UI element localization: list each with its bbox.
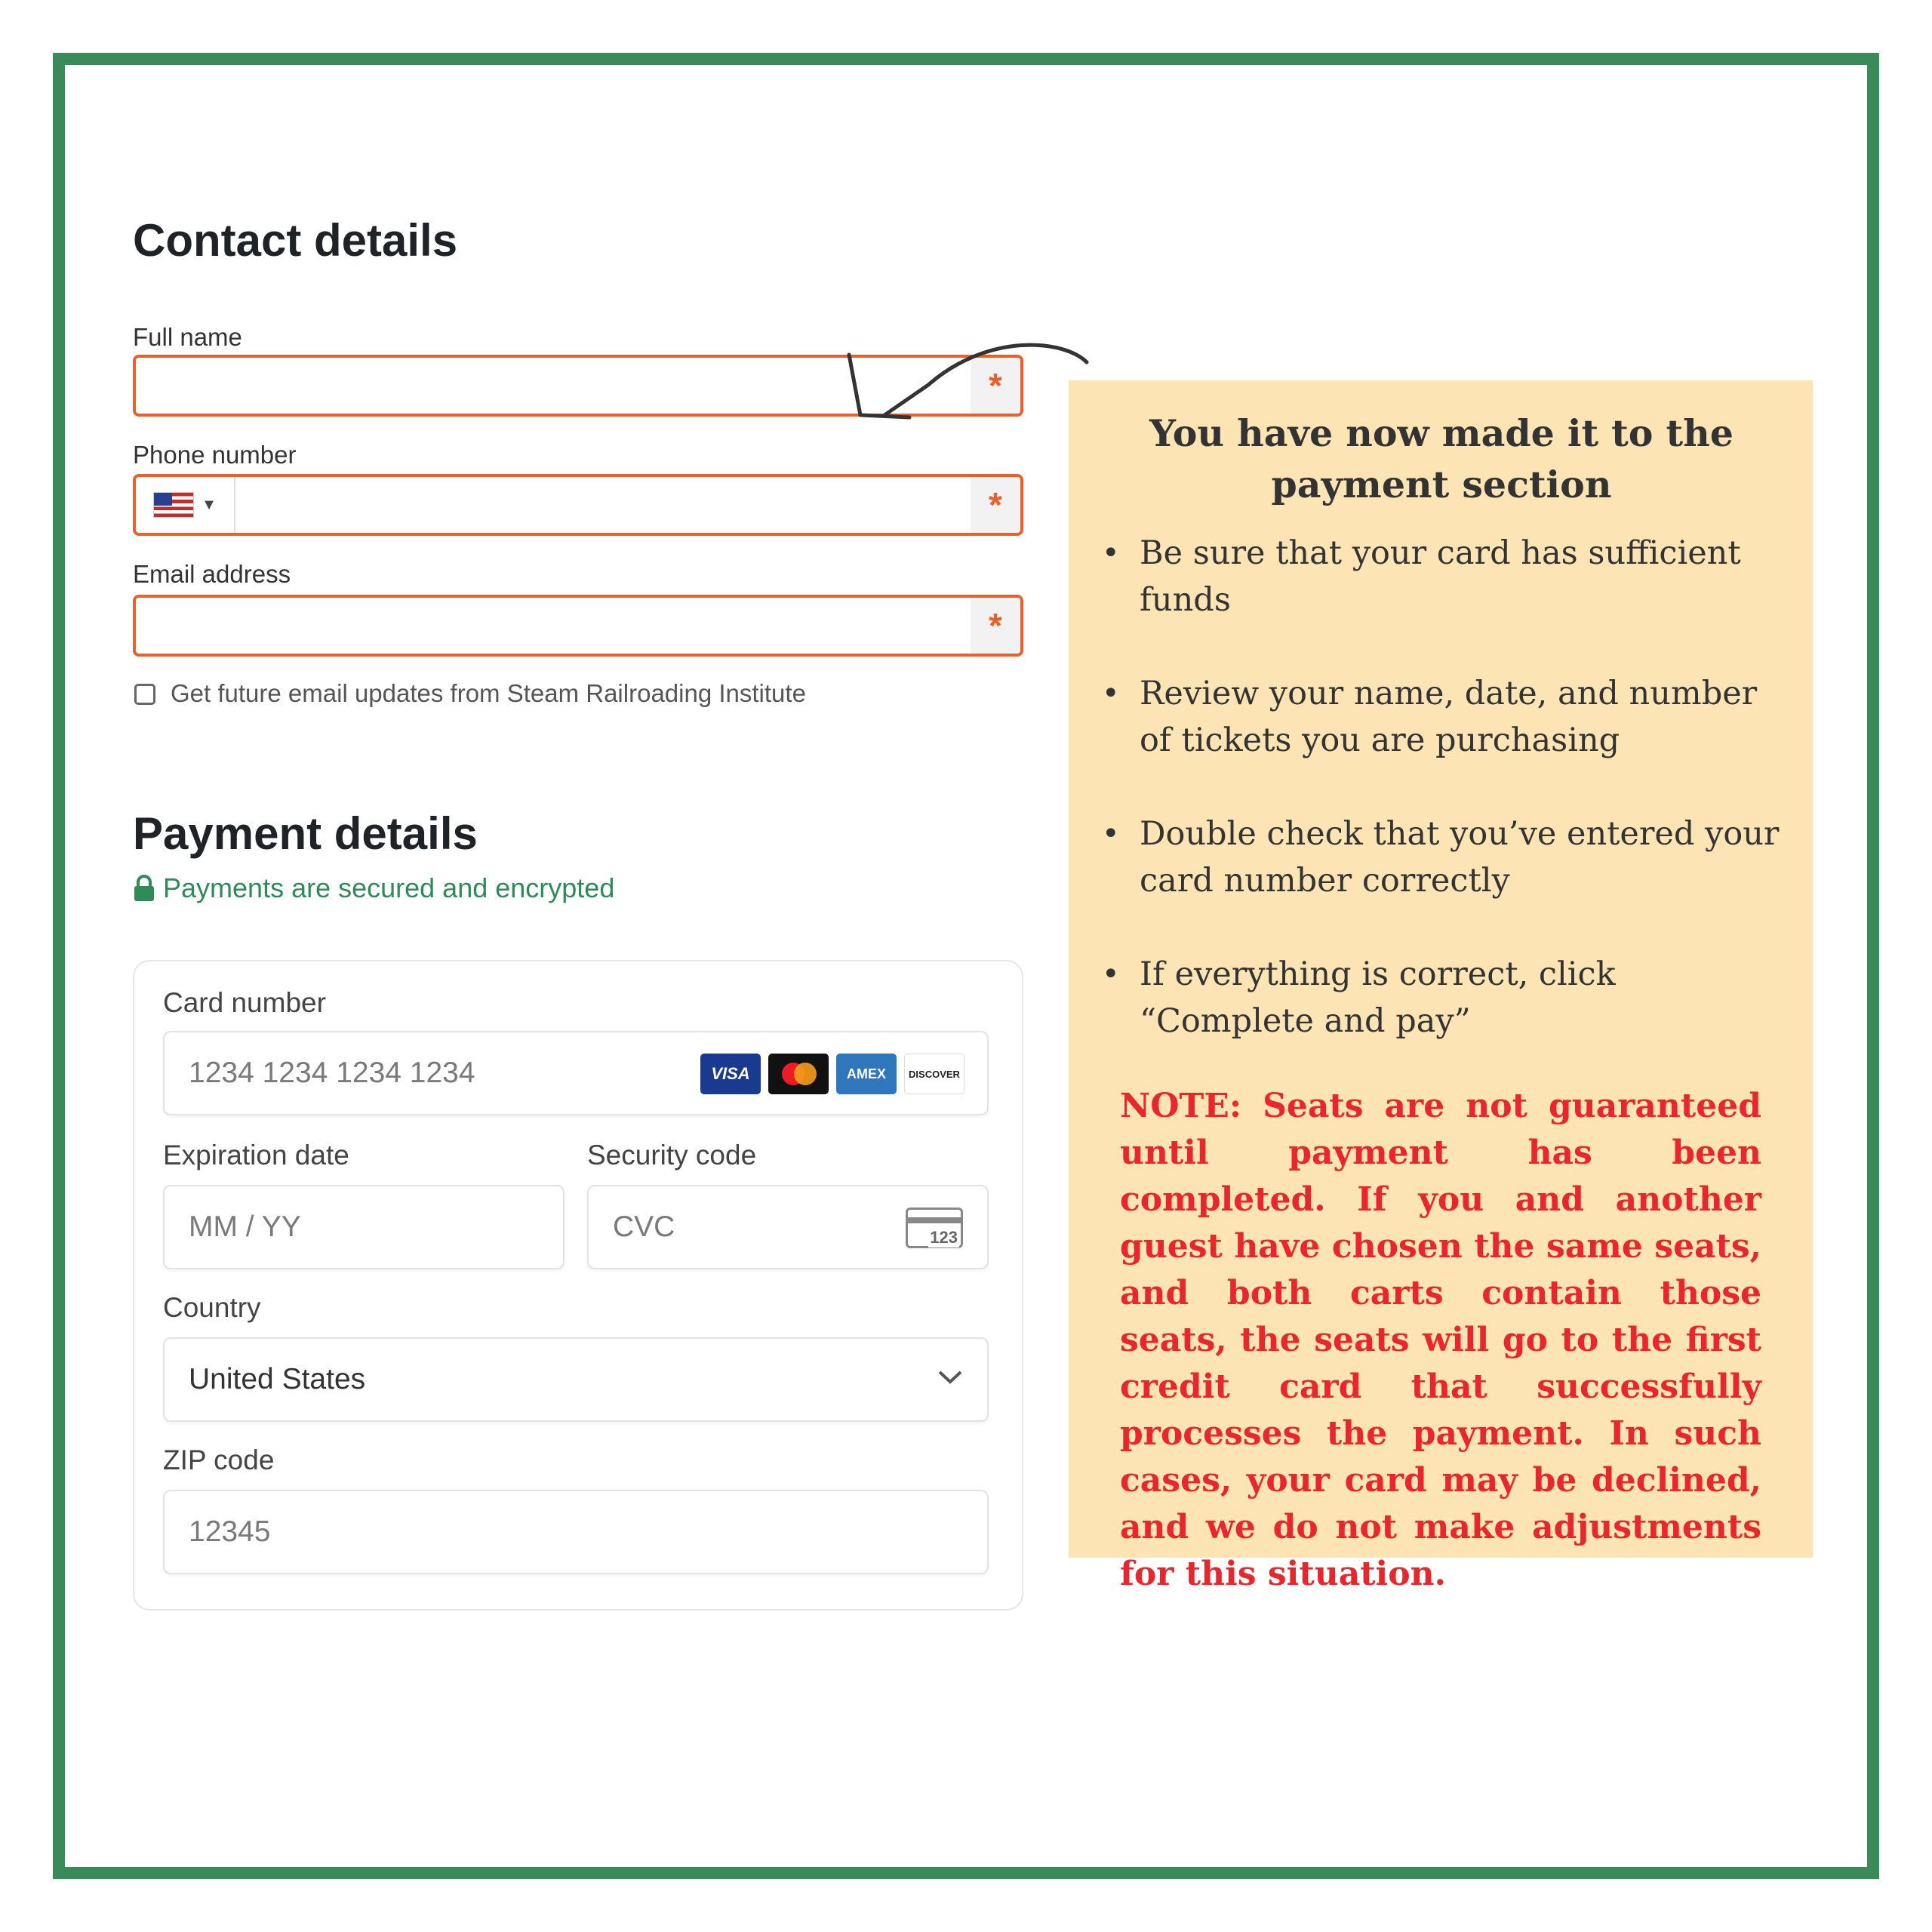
caret-down-icon: ▼ (202, 496, 217, 513)
required-icon: * (971, 358, 1020, 414)
card-brand-logos (693, 1054, 964, 1094)
country-code-selector[interactable] (136, 477, 235, 533)
secure-text: Payments are secured and encrypted (163, 872, 615, 903)
amex-logo-icon: AMEX (836, 1054, 897, 1094)
required-icon: * (971, 477, 1020, 533)
country-select[interactable] (163, 1337, 989, 1422)
card-number-input[interactable] (163, 1031, 989, 1115)
country-label: Country (163, 1292, 261, 1323)
mastercard-logo-icon (768, 1054, 829, 1094)
required-icon: * (971, 598, 1020, 654)
contact-details-heading: Contact details (133, 215, 458, 266)
zip-code-input[interactable] (163, 1490, 989, 1574)
full-name-label: Full name (133, 323, 242, 351)
expiration-date-input[interactable] (163, 1185, 565, 1269)
email-updates-checkbox[interactable] (134, 684, 155, 705)
cvc-card-icon: 123 (906, 1208, 963, 1248)
cvc-placeholder: CVC (613, 1211, 675, 1243)
phone-number-label: Phone number (133, 441, 297, 469)
phone-number-input[interactable] (133, 474, 1023, 536)
expiration-date-label: Expiration date (163, 1140, 349, 1171)
security-code-label: Security code (587, 1140, 757, 1171)
security-code-input[interactable] (587, 1185, 989, 1269)
secure-notice (133, 872, 614, 904)
country-value: United States (189, 1363, 366, 1395)
seat-warning-note: NOTE: Seats are not guaranteed until payment has been completed. If you and another guest have chosen the same seats, and both carts contain those seats, the seats will go to the first credit card that successfully processes the payment. In such cases, your card may be declined, and we do not make adjustments for this situation. (1120, 1087, 1761, 1593)
discover-logo-icon: DISCOVER (904, 1054, 964, 1094)
lock-icon (133, 874, 155, 903)
zip-code-label: ZIP code (163, 1444, 275, 1475)
chevron-down-icon (937, 1369, 963, 1386)
email-address-label: Email address (133, 560, 291, 588)
email-updates-label: Get future email updates from Steam Railroading Institute (171, 679, 806, 707)
zip-placeholder: 12345 (189, 1515, 271, 1548)
card-number-placeholder: 1234 1234 1234 1234 (189, 1057, 475, 1089)
visa-logo-icon: VISA (700, 1054, 761, 1094)
us-flag-icon (153, 492, 194, 518)
email-address-input[interactable] (133, 595, 1023, 657)
payment-details-heading: Payment details (133, 808, 478, 859)
instructions-title: You have now made it to the payment section (1149, 411, 1734, 506)
expiration-placeholder: MM / YY (189, 1211, 301, 1243)
card-number-label: Card number (163, 987, 326, 1018)
pointer-arrow-icon (838, 332, 1094, 430)
